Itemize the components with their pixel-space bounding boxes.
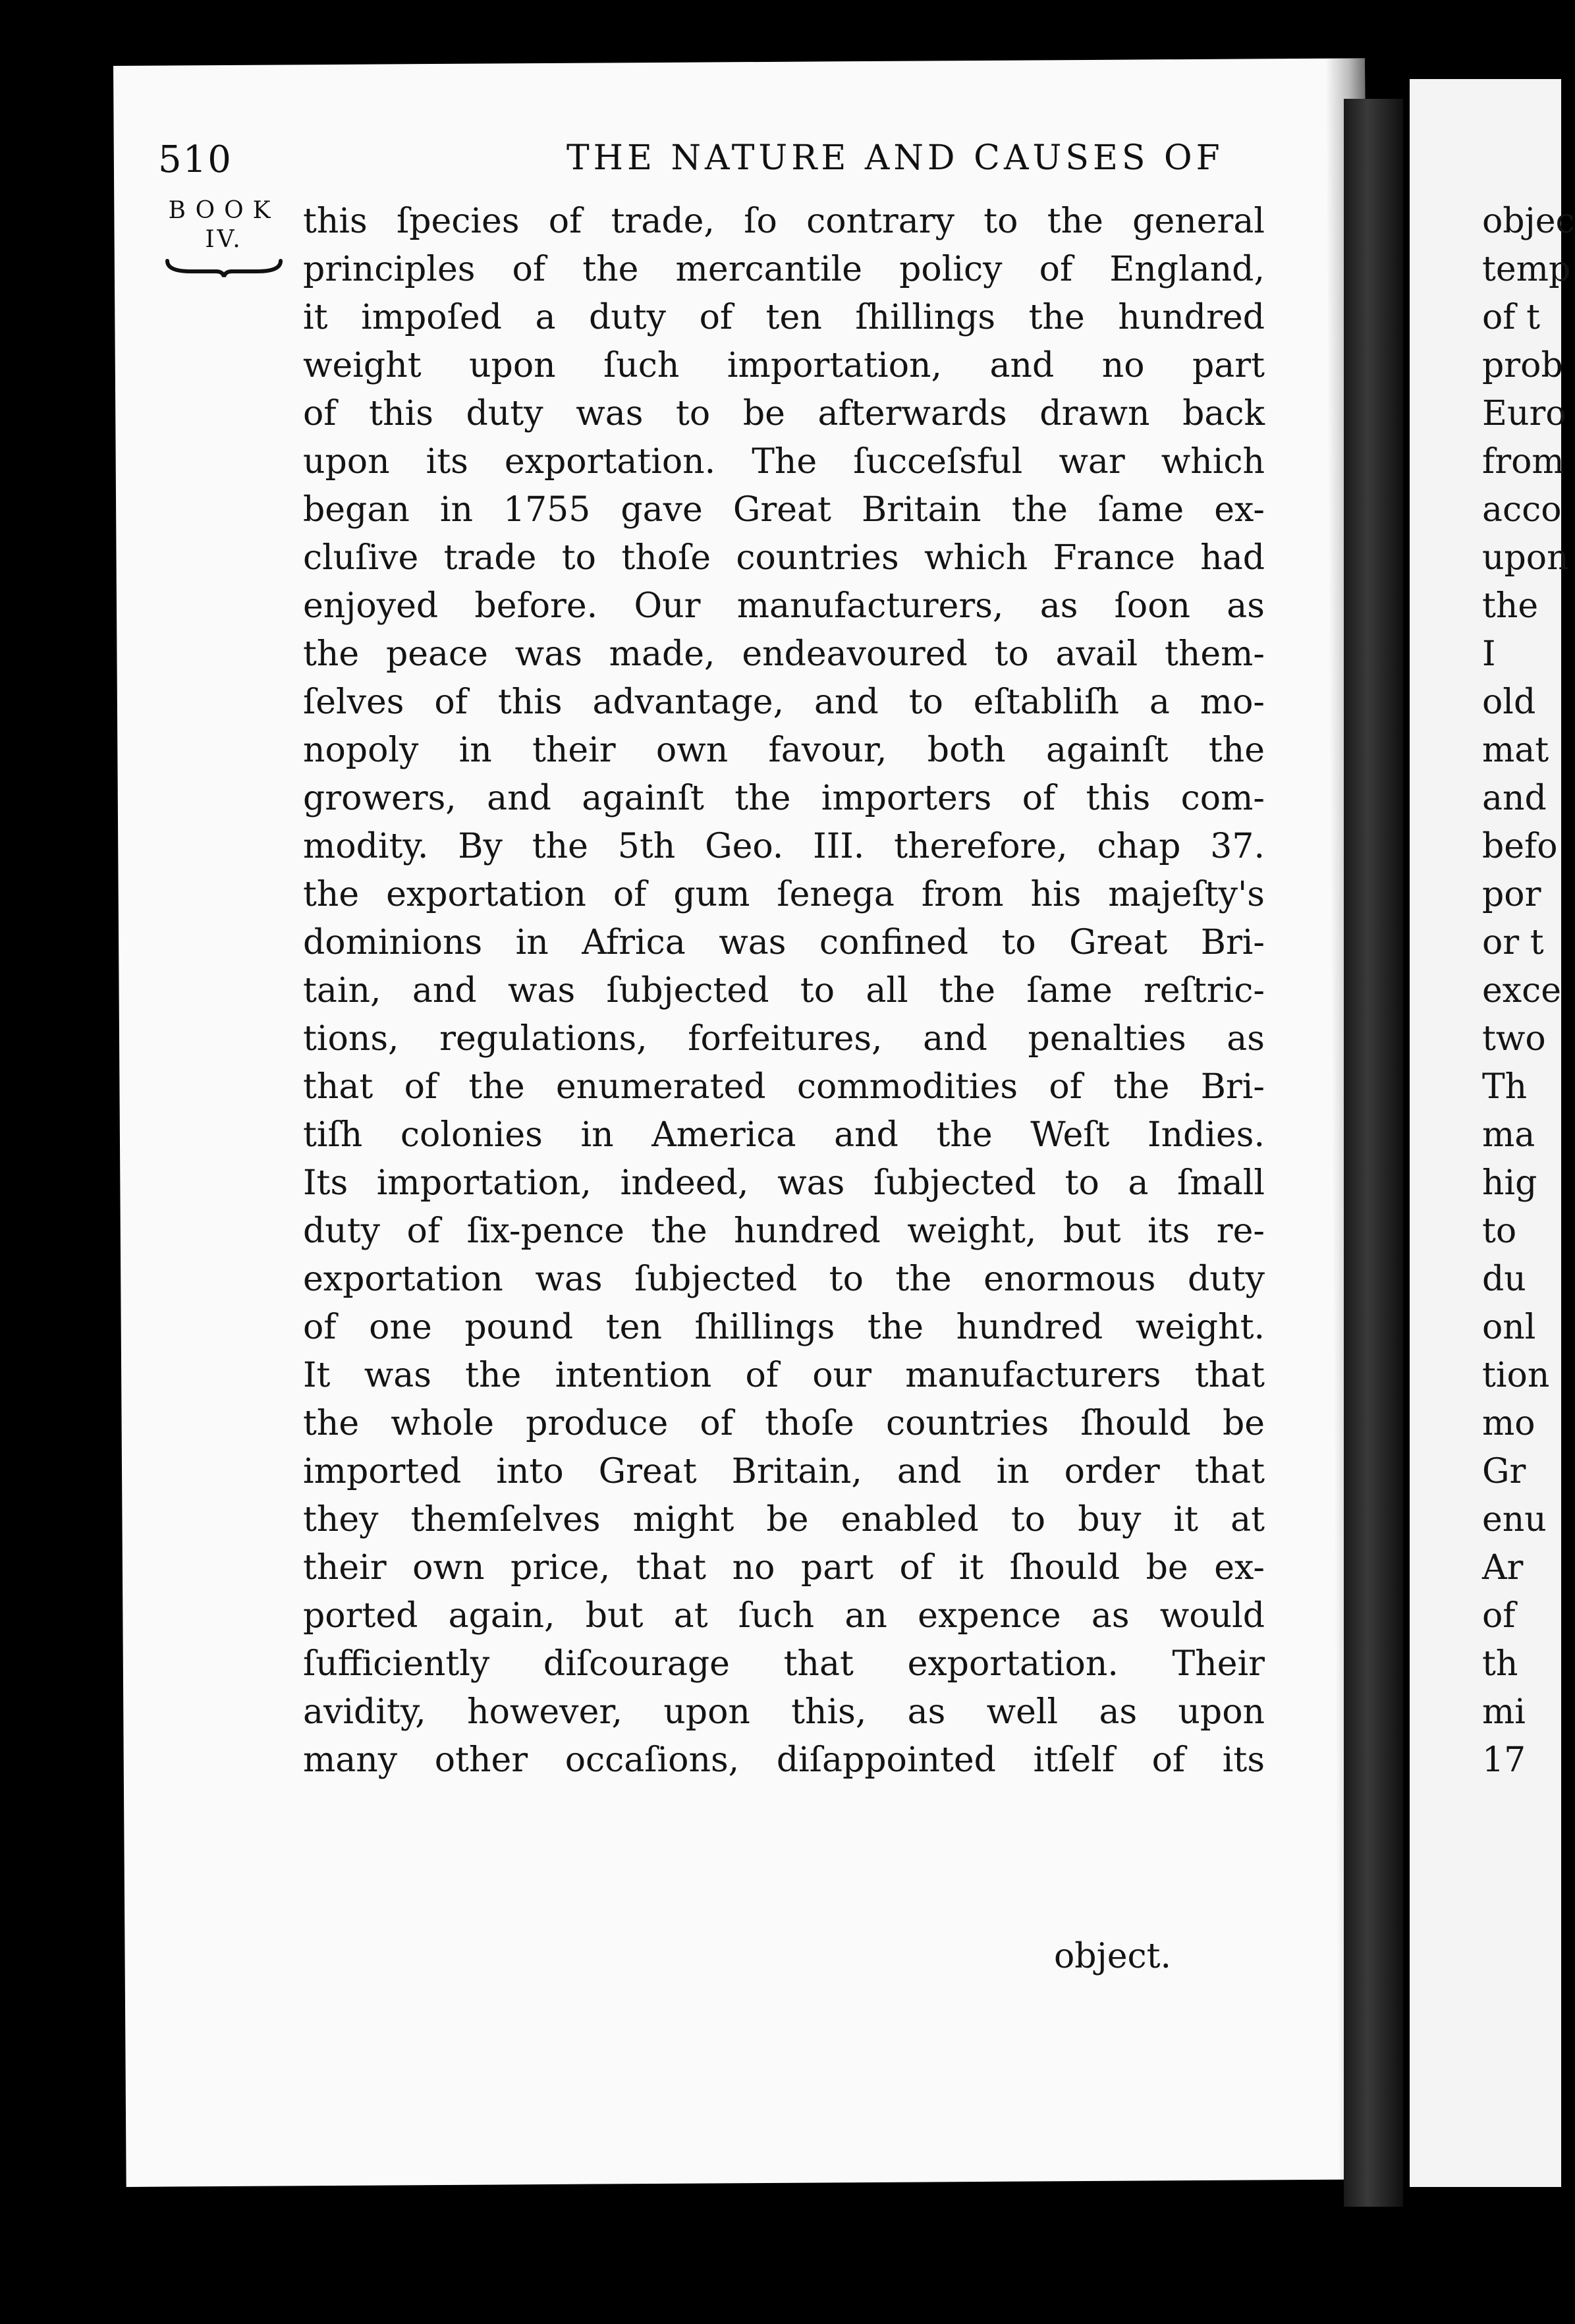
right-page-fragment: exce xyxy=(1482,971,1561,1010)
text-line: tions, regulations, forfeitures, and penalties as xyxy=(303,1019,1265,1059)
text-line: ſufficiently diſcourage that exportation. Their xyxy=(303,1644,1265,1684)
text-line: imported into Great Britain, and in order that xyxy=(303,1452,1265,1491)
right-page-fragment: or t xyxy=(1482,923,1544,962)
text-line: it impoſed a duty of ten ſhillings the hundred xyxy=(303,298,1265,337)
right-page-fragment: the xyxy=(1482,586,1539,626)
text-line: began in 1755 gave Great Britain the ſame ex- xyxy=(303,490,1265,530)
body-text xyxy=(303,198,1265,1784)
text-line: exportation was ſubjected to the enormous duty xyxy=(303,1259,1265,1299)
right-page-fragment: Gr xyxy=(1482,1452,1526,1491)
right-page-text xyxy=(1482,198,1575,1784)
text-line: they themſelves might be enabled to buy it at xyxy=(303,1500,1265,1539)
right-page-fragment: from xyxy=(1482,442,1564,482)
text-line: duty of ſix-pence the hundred weight, but its re- xyxy=(303,1211,1265,1251)
page-header xyxy=(158,132,1224,198)
book-number: IV. xyxy=(205,226,243,253)
running-head: THE NATURE AND CAUSES OF xyxy=(566,138,1224,178)
right-page-fragment: I xyxy=(1482,634,1496,674)
right-page-fragment: 17 xyxy=(1482,1740,1526,1780)
right-page-fragment: old xyxy=(1482,682,1536,722)
catchword: object. xyxy=(1054,1937,1172,1976)
scan-speck xyxy=(13,1476,18,1495)
text-line: nopoly in their own favour, both againſt the xyxy=(303,731,1265,770)
text-line: tain, and was ſubjected to all the ſame reſtric- xyxy=(303,971,1265,1010)
text-line: this ſpecies of trade, ſo contrary to the general xyxy=(303,202,1265,241)
right-page-fragment: befo xyxy=(1482,827,1558,866)
right-page-fragment: Th xyxy=(1482,1067,1528,1107)
curly-brace-icon xyxy=(165,258,283,278)
right-page-fragment: of t xyxy=(1482,298,1540,337)
text-line: tiſh colonies in America and the Weſt Indies. xyxy=(303,1115,1265,1155)
right-page-fragment: upon xyxy=(1482,538,1569,578)
scan-speck xyxy=(8,975,17,1001)
right-page-fragment: Euro xyxy=(1482,394,1566,433)
text-line: enjoyed before. Our manufacturers, as ſoon as xyxy=(303,586,1265,626)
text-line: of this duty was to be afterwards drawn back xyxy=(303,394,1265,433)
text-line: growers, and againſt the importers of this com- xyxy=(303,779,1265,818)
right-page-fragment: of xyxy=(1482,1596,1516,1636)
right-page-fragment: por xyxy=(1482,875,1541,914)
text-line: avidity, however, upon this, as well as upon xyxy=(303,1692,1265,1732)
right-page-fragment: mat xyxy=(1482,731,1549,770)
text-line: dominions in Africa was confined to Great Bri- xyxy=(303,923,1265,962)
text-line: modity. By the 5th Geo. III. therefore, chap 37. xyxy=(303,827,1265,866)
right-page-fragment: mi xyxy=(1482,1692,1526,1732)
text-line: that of the enumerated commodities of the Bri- xyxy=(303,1067,1265,1107)
text-line: many other occaſions, diſappointed itſelf of its xyxy=(303,1740,1265,1780)
text-line: the whole produce of thoſe countries ſhould be xyxy=(303,1404,1265,1443)
right-page-fragment: hig xyxy=(1482,1163,1537,1203)
right-page-fragment: enu xyxy=(1482,1500,1547,1539)
text-line: cluſive trade to thoſe countries which France had xyxy=(303,538,1265,578)
right-page-fragment: two xyxy=(1482,1019,1546,1059)
marginal-note xyxy=(158,198,290,278)
text-line: the peace was made, endeavoured to avail them- xyxy=(303,634,1265,674)
text-line: their own price, that no part of it ſhould be ex- xyxy=(303,1548,1265,1588)
book-label: BOOK xyxy=(168,197,280,224)
right-page-fragment: objec xyxy=(1482,202,1575,241)
text-line: It was the intention of our manufacturers that xyxy=(303,1356,1265,1395)
text-line: weight upon ſuch importation, and no part xyxy=(303,346,1265,385)
text-line: upon its exportation. The ſucceſsful war which xyxy=(303,442,1265,482)
right-page-fragment: tion xyxy=(1482,1356,1550,1395)
page-number: 510 xyxy=(158,138,233,181)
text-line: ſelves of this advantage, and to eſtabliſh a mo- xyxy=(303,682,1265,722)
right-page-fragment: and xyxy=(1482,779,1547,818)
right-page-fragment: ma xyxy=(1482,1115,1535,1155)
right-page-fragment: acco xyxy=(1482,490,1562,530)
text-line: the exportation of gum ſenega from his majeſty's xyxy=(303,875,1265,914)
text-line: Its importation, indeed, was ſubjected to a ſmall xyxy=(303,1163,1265,1203)
text-line: of one pound ten ſhillings the hundred weight. xyxy=(303,1308,1265,1347)
right-page-fragment: th xyxy=(1482,1644,1518,1684)
right-page-fragment: mo xyxy=(1482,1404,1535,1443)
text-line: principles of the mercantile policy of England, xyxy=(303,250,1265,289)
text-line: ported again, but at ſuch an expence as would xyxy=(303,1596,1265,1636)
right-page-fragment: du xyxy=(1482,1259,1526,1299)
book-gutter xyxy=(1344,99,1403,2207)
right-page-fragment: Ar xyxy=(1482,1548,1524,1588)
right-page-fragment: onl xyxy=(1482,1308,1536,1347)
right-page-fragment: prob xyxy=(1482,346,1563,385)
right-page-fragment: temp xyxy=(1482,250,1571,289)
right-page-fragment: to xyxy=(1482,1211,1517,1251)
